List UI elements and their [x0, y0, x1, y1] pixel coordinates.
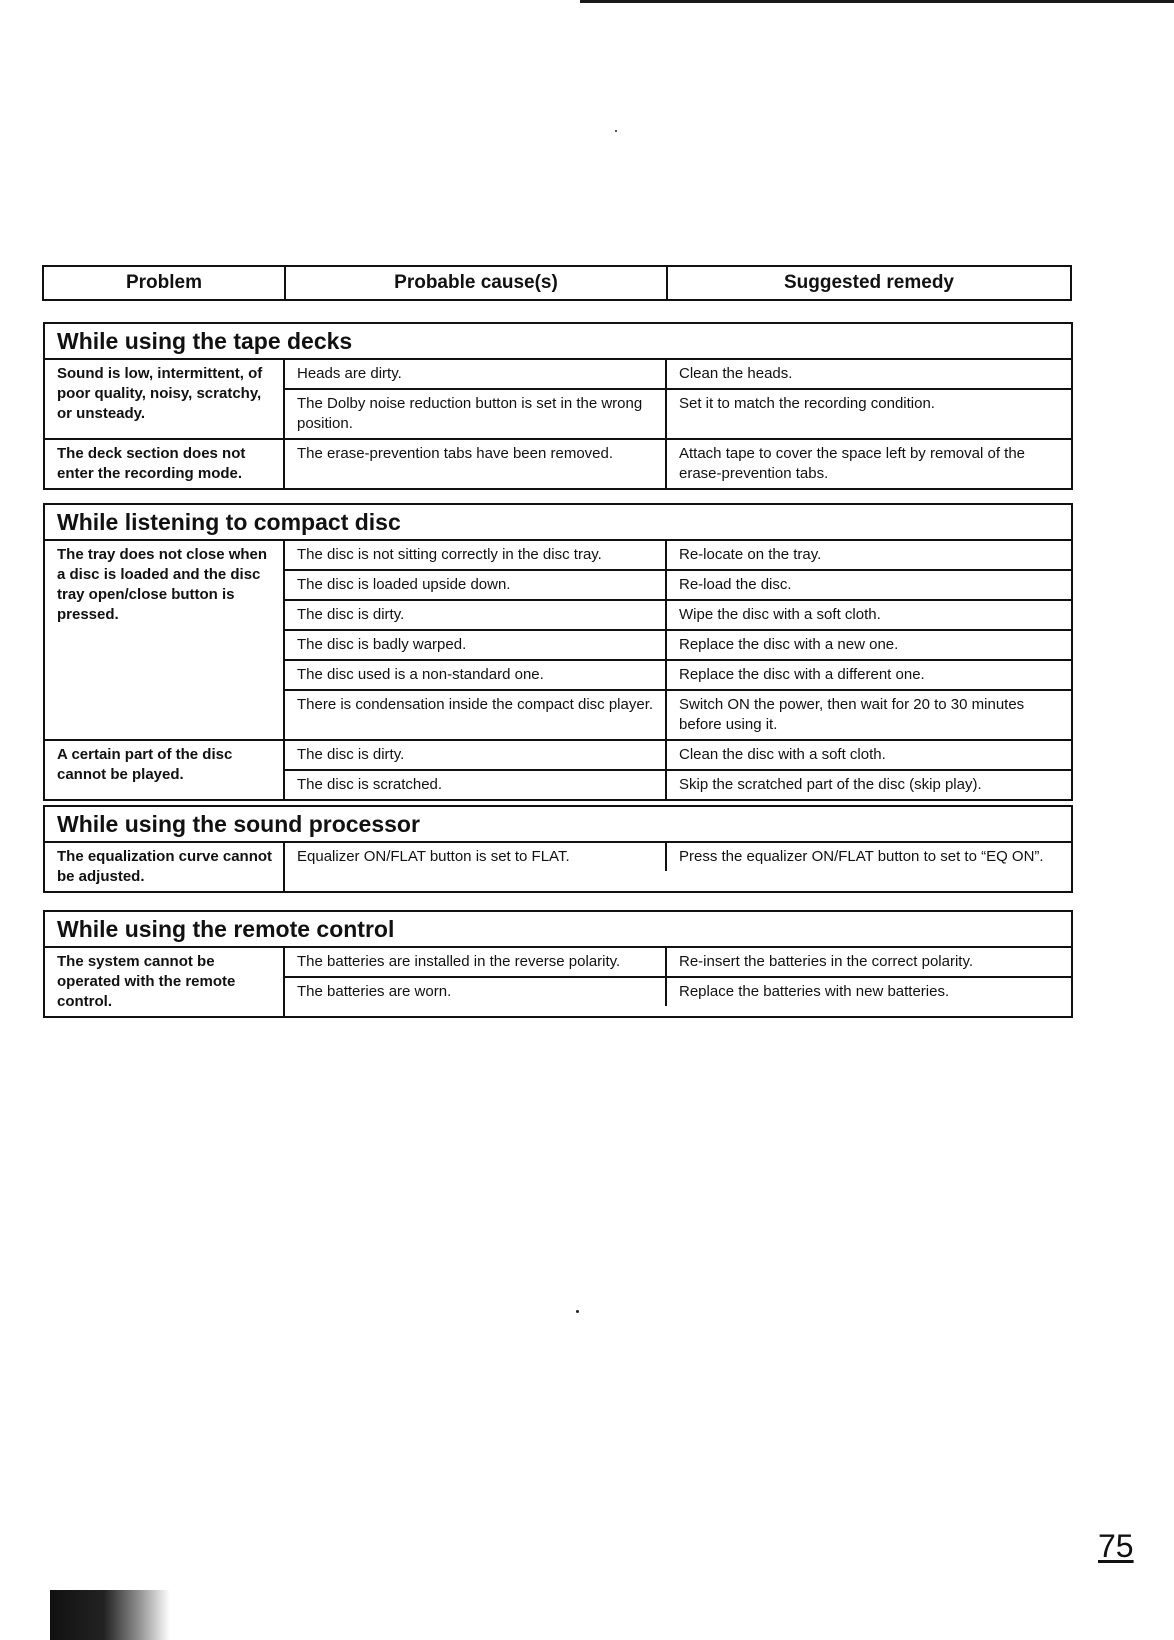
table-row [285, 440, 1071, 488]
section-sound-processor [43, 805, 1073, 893]
table-row [285, 843, 1071, 871]
remedy-cell: Re-locate on the tray. [679, 546, 822, 563]
cause-cell: The batteries are worn. [285, 978, 667, 1006]
problem-cell: The equalization curve cannot be adjusted. [45, 843, 285, 891]
header-remedy: Suggested remedy [666, 267, 1070, 299]
problem-cell: The system cannot be operated with the remote control. [45, 948, 285, 1016]
section-title: While using the tape decks [45, 324, 1071, 360]
remedy-cell: Replace the disc with a new one. [679, 636, 899, 653]
table-row [285, 948, 1071, 976]
table-row [285, 659, 1071, 689]
remedy-cell: Clean the heads. [679, 365, 793, 382]
header-problem: Problem [125, 272, 203, 293]
table-row [285, 569, 1071, 599]
cause-cell: The disc is scratched. [285, 771, 667, 799]
cause-cell: The disc used is a non-standard one. [285, 661, 667, 689]
problem-group [45, 438, 1071, 488]
cause-cell: The Dolby noise reduction button is set in the wrong position. [285, 390, 667, 438]
header-cause: Probable cause(s) [284, 267, 666, 299]
section-title: While using the sound processor [45, 807, 1071, 843]
table-row [285, 360, 1071, 388]
remedy-cell: Set it to match the recording condition. [679, 395, 935, 412]
cause-cell: The disc is dirty. [285, 741, 667, 769]
scan-speck [576, 1310, 579, 1313]
remedy-cell: Attach tape to cover the space left by removal of the erase-prevention tabs. [679, 445, 1026, 482]
remedy-cell: Replace the batteries with new batteries. [679, 983, 950, 1000]
scan-artifact [50, 1590, 170, 1640]
remedy-cell: Press the equalizer ON/FLAT button to set to “EQ ON”. [679, 848, 1044, 865]
cause-remedy-rows [285, 541, 1071, 739]
cause-cell: The erase-prevention tabs have been removed. [285, 440, 667, 488]
table-header [42, 265, 1072, 301]
table-row [285, 689, 1071, 739]
problem-group [45, 948, 1071, 1016]
table-row [285, 388, 1071, 438]
table-row [285, 541, 1071, 569]
problem-cell: The tray does not close when a disc is loaded and the disc tray open/close button is pressed. [45, 541, 285, 739]
page-number: 75 [1098, 1528, 1134, 1564]
remedy-cell: Wipe the disc with a soft cloth. [679, 606, 881, 623]
problem-group [45, 541, 1071, 739]
remedy-cell: Re-load the disc. [679, 576, 792, 593]
cause-cell: Heads are dirty. [285, 360, 667, 388]
cause-cell: The batteries are installed in the reverse polarity. [285, 948, 667, 976]
table-row [285, 741, 1071, 769]
remedy-cell: Skip the scratched part of the disc (skip play). [679, 776, 982, 793]
table-row [285, 976, 1071, 1006]
cause-remedy-rows [285, 741, 1071, 799]
cause-remedy-rows [285, 360, 1071, 438]
section-title: While using the remote control [45, 912, 1071, 948]
remedy-cell: Replace the disc with a different one. [679, 666, 925, 683]
cause-remedy-rows [285, 440, 1071, 488]
problem-cell: The deck section does not enter the recording mode. [45, 440, 285, 488]
remedy-cell: Switch ON the power, then wait for 20 to 30 minutes before using it. [679, 696, 1025, 733]
problem-group [45, 360, 1071, 438]
cause-cell: There is condensation inside the compact disc player. [285, 691, 667, 739]
cause-cell: The disc is loaded upside down. [285, 571, 667, 599]
cause-cell: The disc is dirty. [285, 601, 667, 629]
problem-cell: A certain part of the disc cannot be played. [45, 741, 285, 799]
remedy-cell: Re-insert the batteries in the correct polarity. [679, 953, 974, 970]
table-row [285, 769, 1071, 799]
section-tape-decks [43, 322, 1073, 490]
cause-cell: The disc is not sitting correctly in the disc tray. [285, 541, 667, 569]
problem-cell: Sound is low, intermittent, of poor quality, noisy, scratchy, or unsteady. [45, 360, 285, 438]
cause-cell: The disc is badly warped. [285, 631, 667, 659]
problem-group [45, 843, 1071, 891]
table-row [285, 599, 1071, 629]
cause-remedy-rows [285, 948, 1071, 1016]
remedy-cell: Clean the disc with a soft cloth. [679, 746, 886, 763]
scan-speck [615, 130, 617, 132]
section-compact-disc [43, 503, 1073, 801]
section-title: While listening to compact disc [45, 505, 1071, 541]
cause-remedy-rows [285, 843, 1071, 891]
cause-cell: Equalizer ON/FLAT button is set to FLAT. [285, 843, 667, 871]
problem-group [45, 739, 1071, 799]
table-row [285, 629, 1071, 659]
top-rule [580, 0, 1174, 3]
section-remote-control [43, 910, 1073, 1018]
